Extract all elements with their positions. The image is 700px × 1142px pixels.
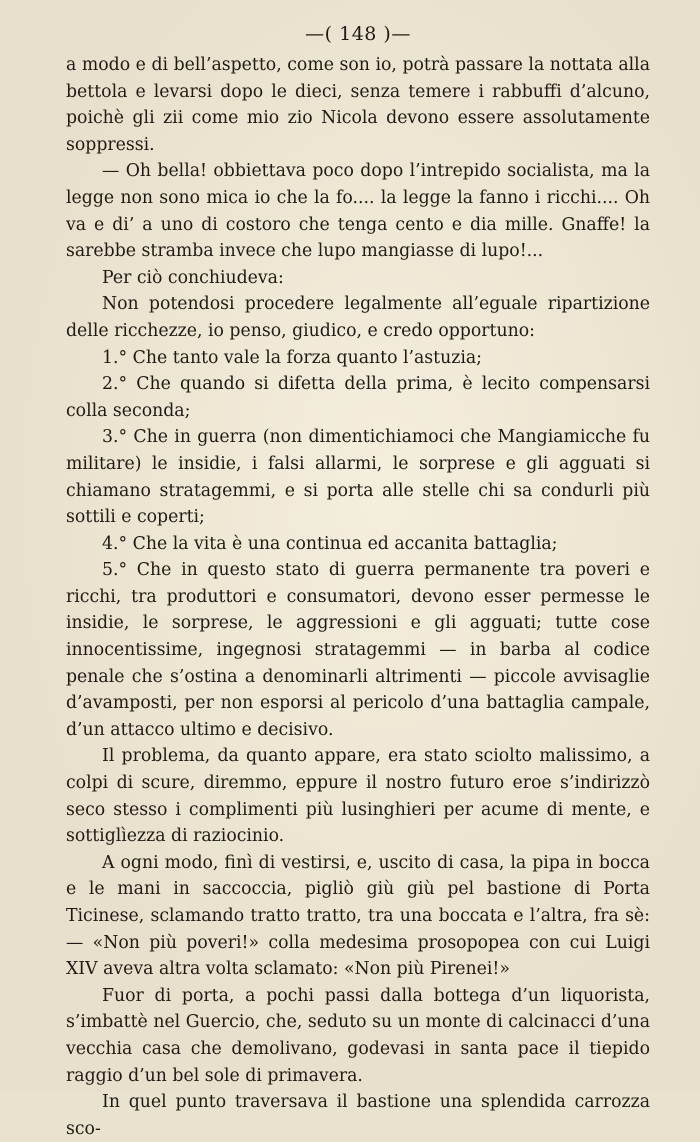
paragraph: — Oh bella! obbiettava poco dopo l’intrepido socialista, ma la legge non sono mica io che la fo.... la legge la fanno i ricchi.... Oh va e di’ a uno di costoro che tenga cento e dia mille. Gnaffe! la sarebbe stramba invece che lupo mangiasse di lupo!... (66, 161, 650, 262)
paragraph: A ogni modo, finì di vestirsi, e, uscito di casa, la pipa in bocca e le mani in saccoccia, pigliò giù giù pel bastione di Porta Ticinese, sclamando tratto tratto, tra una boccata e l’altra, fra sè: — «Non più poveri!» colla medesima prosopopea con cui Luigi XIV aveva altra volta sclamato: «Non più Pirenei!» (66, 852, 650, 980)
list-item: 1.° Che tanto vale la forza quanto l’astuzia; (102, 347, 483, 368)
paragraph: Il problema, da quanto appare, era stato sciolto malissimo, a colpi di scure, diremmo, eppure il nostro futuro eroe s’indirizzò seco stesso i complimenti più lusinghieri per acume di mente, e sottiglìezza di raziocinio. (66, 746, 650, 847)
list-item: 3.° Che in guerra (non dimentichiamoci che Mangiamicche fu militare) le insidie, i falsi allarmi, le sorprese e gli agguati si chiamano stratagemmi, e si porta alle stelle chi sa condurli più sottili e coperti; (66, 427, 650, 528)
list-item: 5.° Che in questo stato di guerra permanente tra poveri e ricchi, tra produttori e consumatori, devono esser permesse le insidie, le sorprese, le aggressioni e gli agguati; tutte cose innocentissime, ingegnosi stratagemmi — in barba al codice penale che s’ostina a denominarli altrimenti — piccole avvisaglie d’avamposti, per non esporsi al pericolo d’una battaglia campale, d’un attacco ultimo e decisivo. (66, 560, 650, 740)
paragraph: Non potendosi procedere legalmente all’eguale ripartizione delle ricchezze, io penso, giudico, e credo opportuno: (66, 294, 650, 341)
page-number-header: —( 148 )— (305, 23, 411, 45)
paragraph: a modo e di bell’aspetto, come son io, potrà passare la nottata alla bettola e levarsi dopo le dieci, senza temere i rabbuffi d’alcuno, poichè gli zii come mio zio Nicola devono essere assolutamente soppressi. (66, 55, 650, 155)
paragraph: In quel punto traversava il bastione una splendida carrozza sco- (66, 1092, 650, 1139)
list-item: 2.° Che quando si difetta della prima, è lecito compensarsi colla seconda; (66, 374, 650, 421)
page-body (66, 52, 650, 1142)
paragraph: Per ciò conchiudeva: (102, 267, 284, 288)
list-item: 4.° Che la vita è una continua ed accanita battaglia; (102, 533, 558, 554)
paragraph: Fuor di porta, a pochi passi dalla bottega d’un liquorista, s’imbattè nel Guercio, che, seduto su un monte di calcinacci d’una vecchia casa che demolivano, godevasi in santa pace il tiepido raggio d’un bel sole di primavera. (66, 985, 650, 1086)
